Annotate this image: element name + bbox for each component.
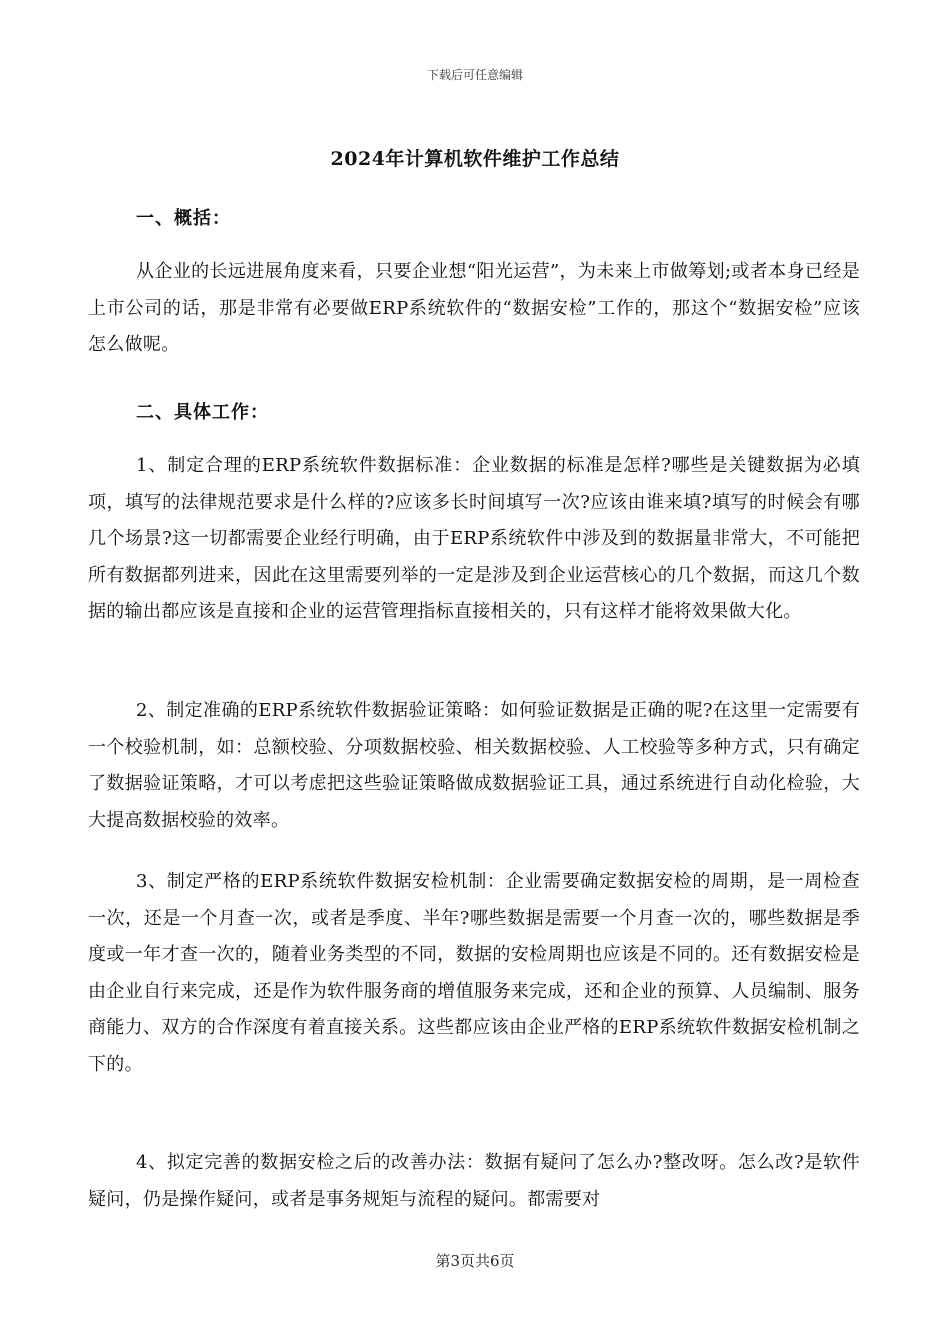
paragraph-item-2: 2、制定准确的ERP系统软件数据验证策略：如何验证数据是正确的呢?在这里一定需要有一个校验机制，如：总额校验、分项数据校验、相关数据校验、人工校验等多种方式，只有确定了数据验证策略，才可以考虑把这些验证策略做成数据验证工具，通过系统进行自动化检验，大大提高数据校验的效率。 bbox=[88, 700, 860, 831]
page-number: 第3页共6页 bbox=[435, 1252, 515, 1270]
paragraph-item-1: 1、制定合理的ERP系统软件数据标准：企业数据的标准是怎样?哪些是关键数据为必填项，填写的法律规范要求是什么样的?应该多长时间填写一次?应该由谁来填?填写的时候会有哪几个场景?这一切都需要企业经行明确，由于ERP系统软件中涉及到的数据量非常大，不可能把所有数据都列进来，因此在这里需要列举的一定是涉及到企业运营核心的几个数据，而这几个数据的输出都应该是直接和企业的运营管理指标直接相关的，只有这样才能将效果做大化。 bbox=[88, 455, 860, 623]
section-heading-overview: 一、概括： bbox=[136, 208, 231, 229]
paragraph-item-4: 4、拟定完善的数据安检之后的改善办法：数据有疑问了怎么办?整改呀。怎么改?是软件疑问，仍是操作疑问，或者是事务规矩与流程的疑问。都需要对 bbox=[88, 1152, 860, 1210]
paragraph-item-3: 3、制定严格的ERP系统软件数据安检机制：企业需要确定数据安检的周期，是一周检查一次，还是一个月查一次，或者是季度、半年?哪些数据是需要一个月查一次的，哪些数据是季度或一年才查一次的，随着业务类型的不同，数据的安检周期也应该是不同的。还有数据安检是由企业自行来完成，还是作为软件服务商的增值服务来完成，还和企业的预算、人员编制、服务商能力、双方的合作深度有着直接关系。这些都应该由企业严格的ERP系统软件数据安检机制之下的。 bbox=[88, 871, 860, 1075]
header-note: 下载后可任意编辑 bbox=[426, 68, 523, 82]
section-heading-work: 二、具体工作： bbox=[136, 402, 269, 423]
paragraph-overview: 从企业的长远进展角度来看，只要企业想“阳光运营”，为未来上市做筹划;或者本身已经是上市公司的话，那是非常有必要做ERP系统软件的“数据安检”工作的，那这个“数据安检”应该怎么做呢。 bbox=[88, 261, 860, 356]
document-title: 2024年计算机软件维护工作总结 bbox=[330, 148, 620, 170]
